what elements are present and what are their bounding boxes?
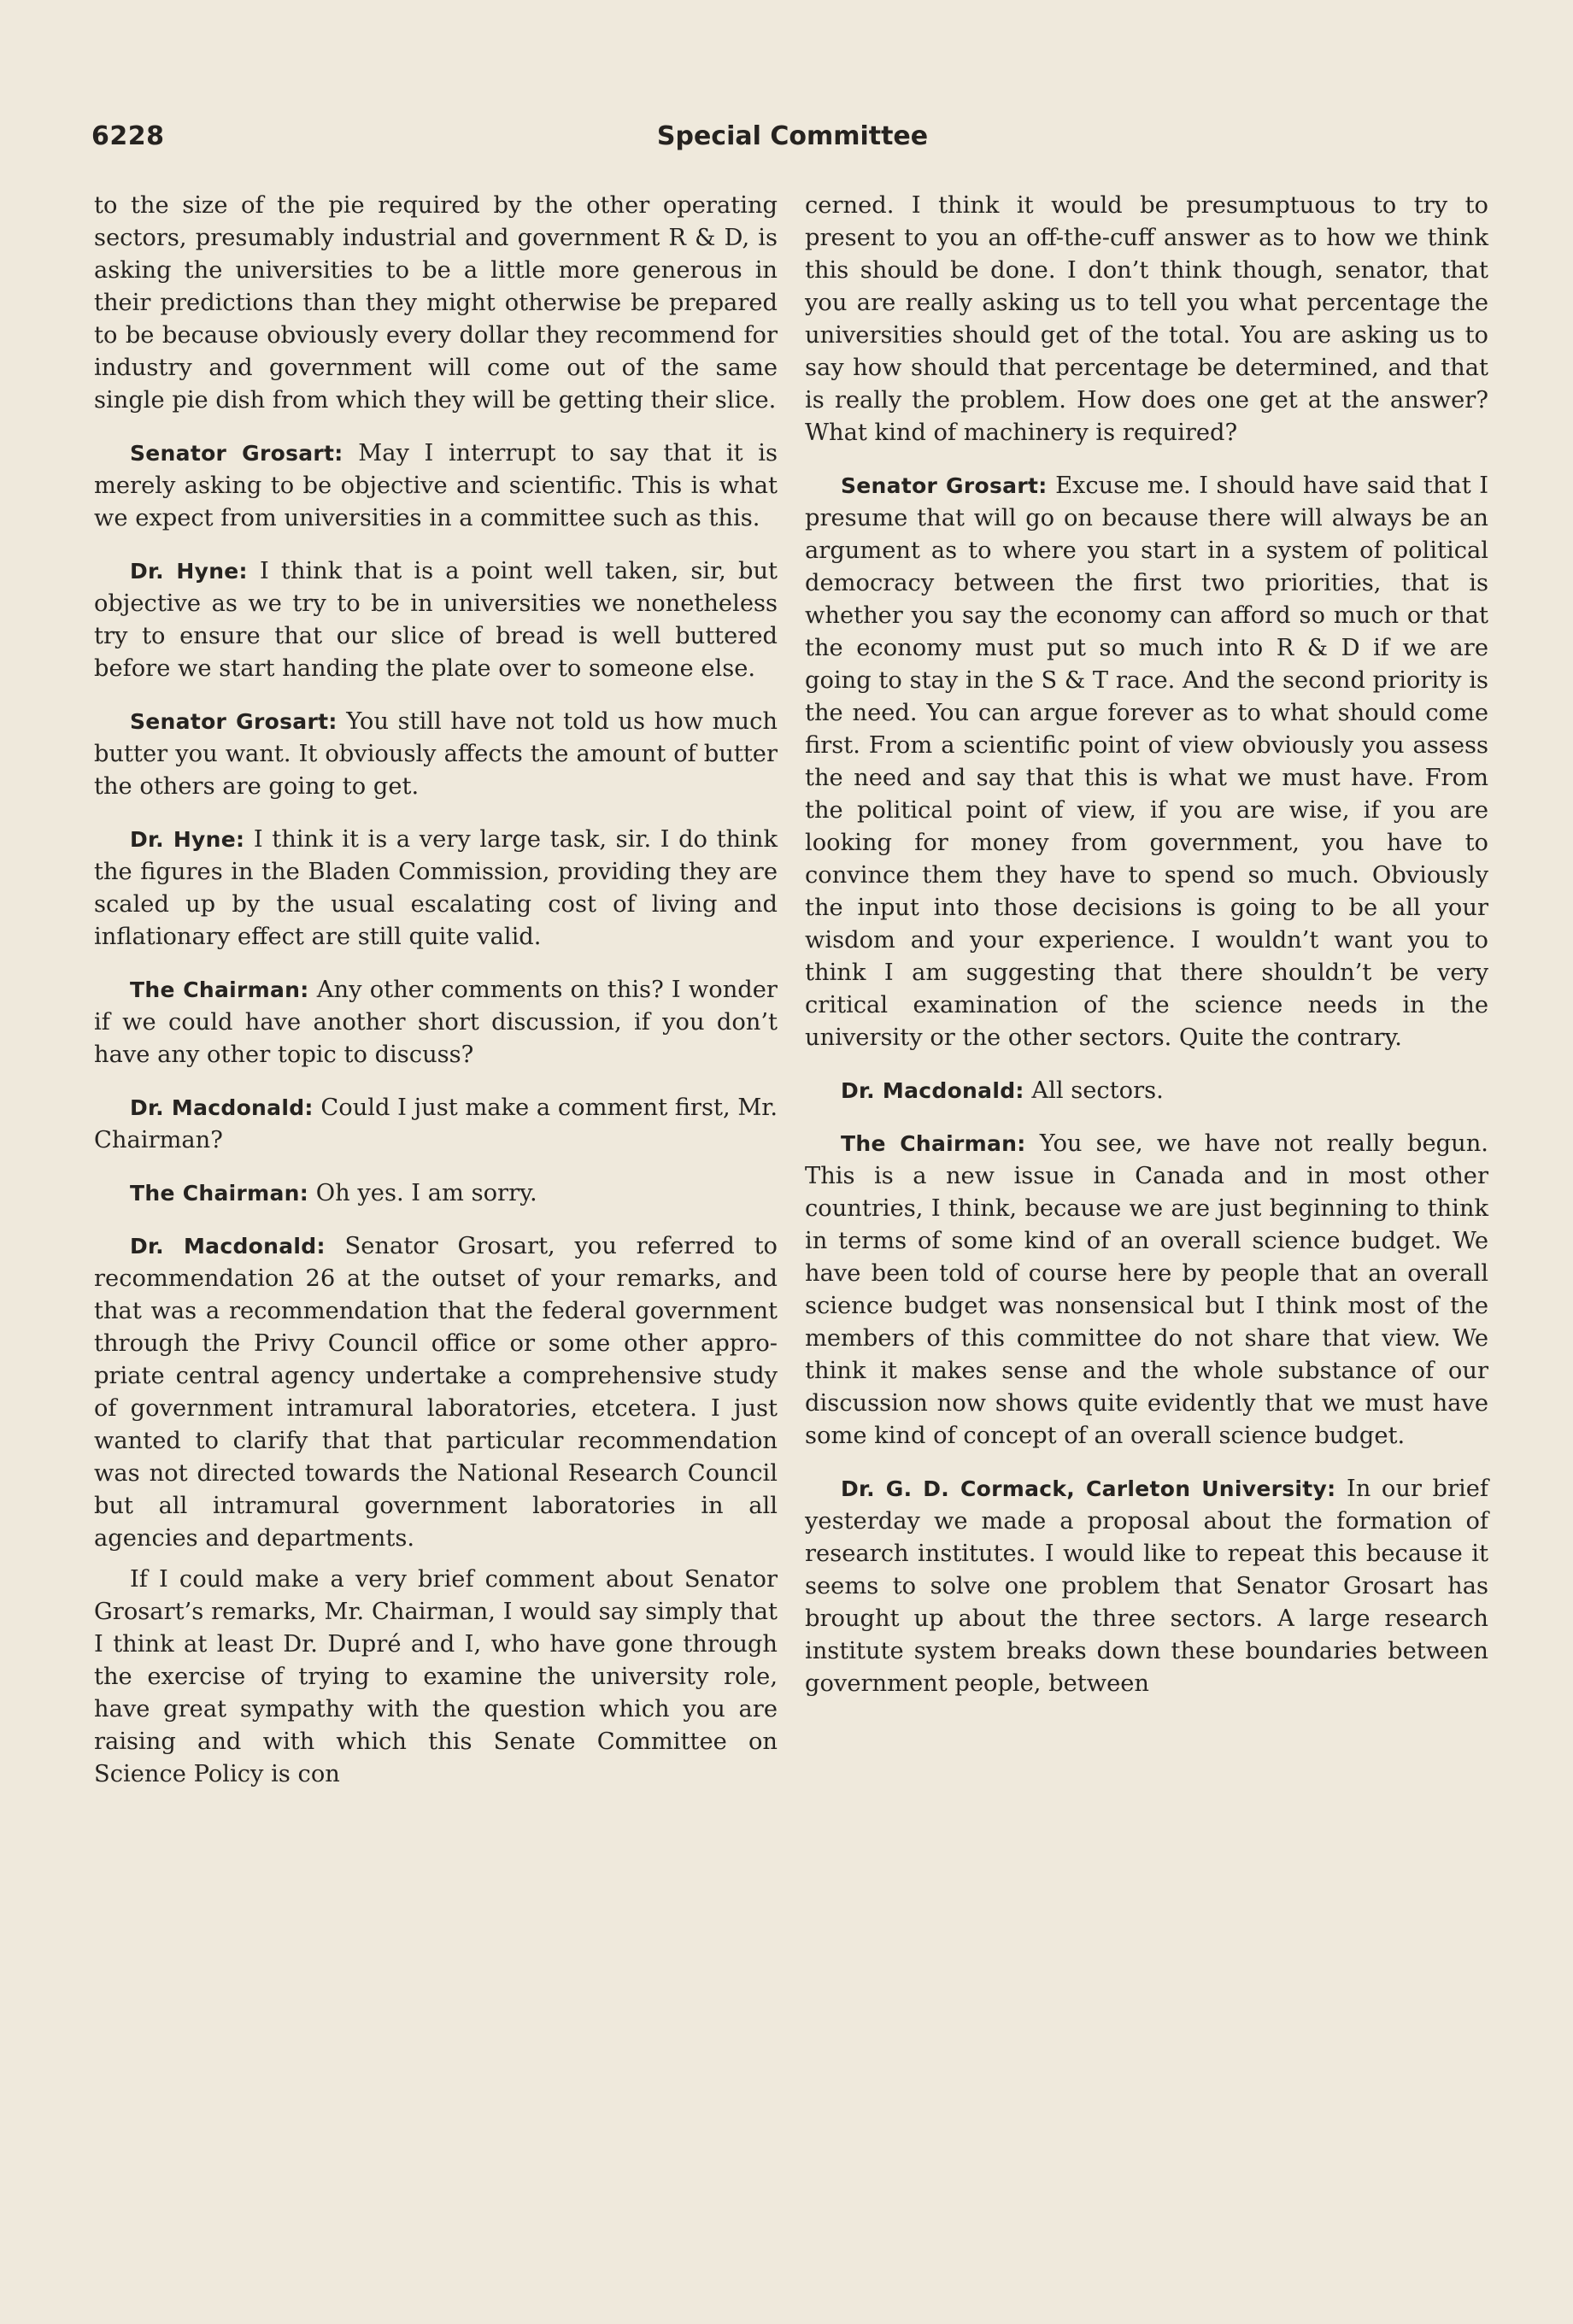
speech-text: Any other comments on this? I wonder if we could have another short discussion, if you don’t have any other topic to discuss? [94,977,778,1068]
paragraph [94,1564,778,1791]
paragraph-text: to the size of the pie required by the other operating sectors, presumably industrial and government R & D, is asking the universities to be a little more generous in their predictions than they might otherwise be prepared to be because obviously every dollar they recommend for industry and government will come out of the same single pie dish from which they will be getting their slice. [94,192,778,414]
speaker-name: Senator Grosart: [130,441,343,466]
speech-text: Could I just make a comment first, Mr. Chairman? [94,1095,778,1153]
speaker-name: Dr. G. D. Cormack, Carleton University: [841,1476,1336,1501]
speech [94,706,778,803]
speech [805,1075,1488,1107]
speech [805,1128,1488,1452]
speech-text: Excuse me. I should have said that I presume that will go on because there will always be an argument as to where you start in a system of political democracy between the first two priorities, that is whether you say the economy can afford so much or that the economy must put so much into R & D if we are going to stay in the S & T race. And the second priority is the need. You can argue forever as to what should come first. From a scientific point of view obviously you assess the need and say that this is what we must have. From the political point of view, if you are wise, if you are looking for money from government, you have to convince them they have to spend so much. Obviously the input into those decisions is going to be all your wisdom and your experience. I wouldn’t want you to think I am suggesting that there shouldn’t be very critical examination of the science needs in the university or the other sectors. Quite the contrary. [805,472,1489,1051]
speech-text: May I interrupt to say that it is merely asking to be objective and scientific. This is what we expect from universities in a committee such as this. [94,440,778,531]
speaker-name: Dr. Macdonald: [130,1095,314,1120]
speaker-name: The Chairman: [130,977,309,1002]
left-column [94,190,778,1811]
paragraph-text: cerned. I think it would be presumptuous to try to present to you an off-the-cuff answer as to how we think this should be done. I don’t think though, senator, that you are really asking us to tell you what percentage the universities should get of the total. You are asking us to say how should that percentage be determined, and that is really the problem. How does one get at the answer? What kind of machinery is required? [805,192,1488,446]
speech-text: In our brief yesterday we made a proposal about the formation of research institutes. I would like to repeat this because it seems to solve one problem that Senator Grosart has brought up about the three sectors. A large research institute system breaks down these boundaries between government people, between [805,1476,1488,1697]
speech [94,437,778,535]
speech-text: Oh yes. I am sorry. [315,1180,537,1206]
speech-text: All sectors. [1031,1077,1164,1104]
speaker-name: Dr. Macdonald: [130,1234,326,1259]
page-header [91,121,1494,162]
speech [94,555,778,685]
page-number: 6228 [91,121,165,151]
speaker-name: Dr. Hyne: [130,827,245,852]
speaker-name: Dr. Macdonald: [841,1078,1024,1103]
paragraph [94,190,778,417]
speech [805,470,1488,1054]
speech-text: You see, we have not really begun. This is a new issue in Canada and in most other countries, I think, because we are just beginning to think in terms of some kind of an overall science budget. We have been told of course here by people that an overall science budget was nonsensical but I think most of the members of this committee do not share that view. We think it makes sense and the whole substance of our discussion now shows quite evidently that we must have some kind of concept of an overall science budget. [805,1130,1488,1449]
speech [94,1177,778,1210]
speech [94,824,778,954]
speech-text: I think that is a point well taken, sir, but objective as we try to be in universities we nonetheless try to ensure that our slice of bread is well buttered before we start handing the plate over to someone else. [94,558,778,682]
speaker-name: Senator Grosart: [130,709,337,734]
speech-text: I think it is a very large task, sir. I do think the figures in the Bladen Commission, providing they are scaled up by the usual escalating cost of living and inflationary effect are still quite valid. [94,826,778,950]
speech [805,1473,1488,1700]
speaker-name: The Chairman: [130,1181,309,1206]
paragraph-text: If I could make a very brief comment about Senator Grosart’s remarks, Mr. Chairman, I would say simply that I think at least Dr. Dupré and I, who have gone through the exercise of trying to examine the university role, have great sympathy with the question which you are raising and with which this Senate Committee on Science Policy is con [94,1566,778,1787]
speaker-name: The Chairman: [841,1131,1026,1156]
speech-text: Senator Grosart, you referred to recommendation 26 at the outset of your remarks, and that was a recommendation that the federal government through the Privy Council office or some other appropriate central agency undertake a comprehensive study of government intramural laboratories, etcetera. I just wanted to clarify that that particular recommendation was not directed towards the National Research Council but all intramural government laboratories in all agencies and departments. [94,1233,778,1552]
speech-text: You still have not told us how much butter you want. It obviously affects the amount of butter the others are going to get. [94,708,778,800]
speaker-name: Senator Grosart: [841,473,1048,498]
paragraph [805,190,1488,449]
speech [94,974,778,1071]
speech [94,1092,778,1157]
speaker-name: Dr. Hyne: [130,559,248,584]
speech [94,1230,778,1555]
right-column [805,190,1488,1721]
running-head: Special Committee [656,121,929,151]
